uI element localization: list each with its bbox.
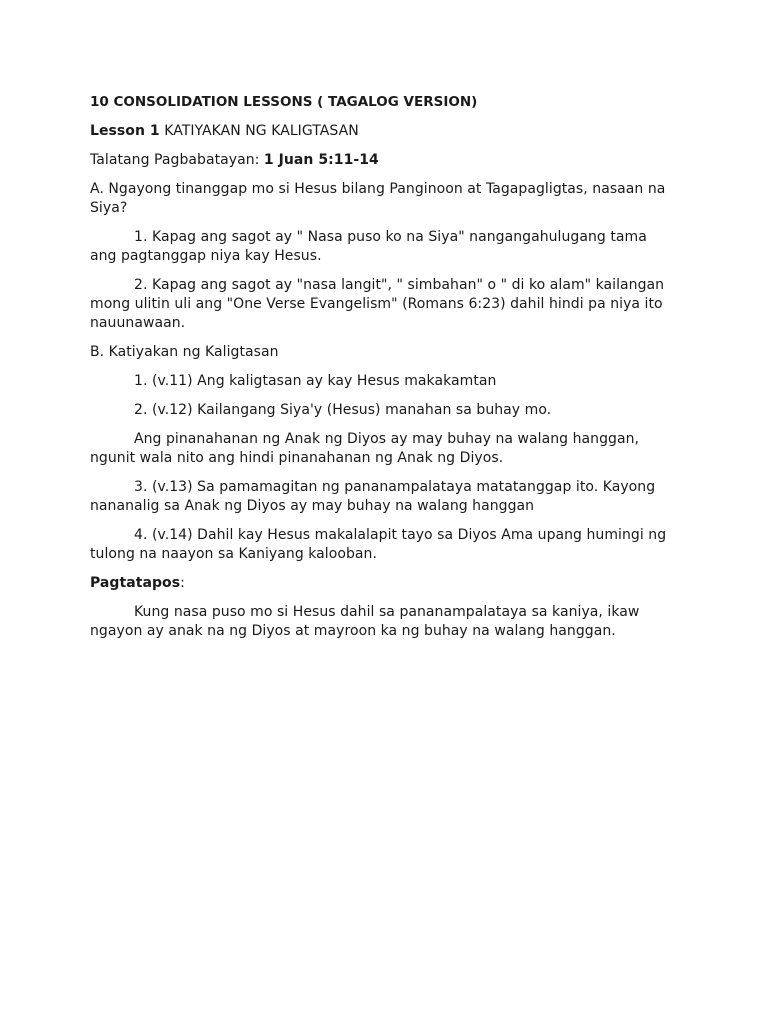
section-b-item-4: 4. (v.14) Dahil kay Hesus makalalapit tayo sa Diyos Ama upang humingi ng tulong na naayon sa Kaniyang kalooban. <box>90 527 667 562</box>
lesson-label: Lesson 1 <box>90 123 160 139</box>
section-b-item-2: 2. (v.12) Kailangang Siya'y (Hesus) manahan sa buhay mo. <box>134 402 552 418</box>
document-page <box>90 93 670 651</box>
scripture-reference <box>90 151 670 170</box>
section-b-item-2-note: Ang pinanahanan ng Anak ng Diyos ay may buhay na walang hanggan, ngunit wala nito ang hindi pinanahanan ng Anak ng Diyos. <box>90 431 639 466</box>
conclusion-label: Pagtatapos <box>90 575 181 591</box>
conclusion-colon: : <box>180 575 185 591</box>
lesson-title: KATIYAKAN NG KALIGTASAN <box>164 123 359 139</box>
conclusion-text: Kung nasa puso mo si Hesus dahil sa pananampalataya sa kaniya, ikaw ngayon ay anak na ng Diyos at mayroon ka ng buhay na walang hanggan. <box>90 604 640 639</box>
section-a: A. Ngayong tinanggap mo si Hesus bilang Panginoon at Tagapagligtas, nasaan na Siya? <box>90 181 666 216</box>
lesson-heading <box>90 122 670 141</box>
document-title: 10 CONSOLIDATION LESSONS ( TAGALOG VERSION) <box>90 94 478 110</box>
reference-value: 1 Juan 5:11-14 <box>263 152 379 168</box>
reference-label: Talatang Pagbabatayan: <box>90 152 264 168</box>
section-b-item-3: 3. (v.13) Sa pamamagitan ng pananampalataya matatanggap ito. Kayong nananalig sa Anak ng Diyos ay may buhay na walang hanggan <box>90 479 656 514</box>
section-a-item-2: 2. Kapag ang sagot ay "nasa langit", " simbahan" o " di ko alam" kailangan mong ulitin uli ang "One Verse Evangelism" (Romans 6:23) dahil hindi pa niya ito nauunawaan. <box>90 277 665 331</box>
section-b-item-1: 1. (v.11) Ang kaligtasan ay kay Hesus makakamtan <box>134 373 497 389</box>
conclusion-heading <box>90 574 670 593</box>
section-b: B. Katiyakan ng Kaligtasan <box>90 344 279 360</box>
section-a-item-1: 1. Kapag ang sagot ay " Nasa puso ko na Siya" nangangahulugang tama ang pagtanggap niya kay Hesus. <box>90 229 647 264</box>
